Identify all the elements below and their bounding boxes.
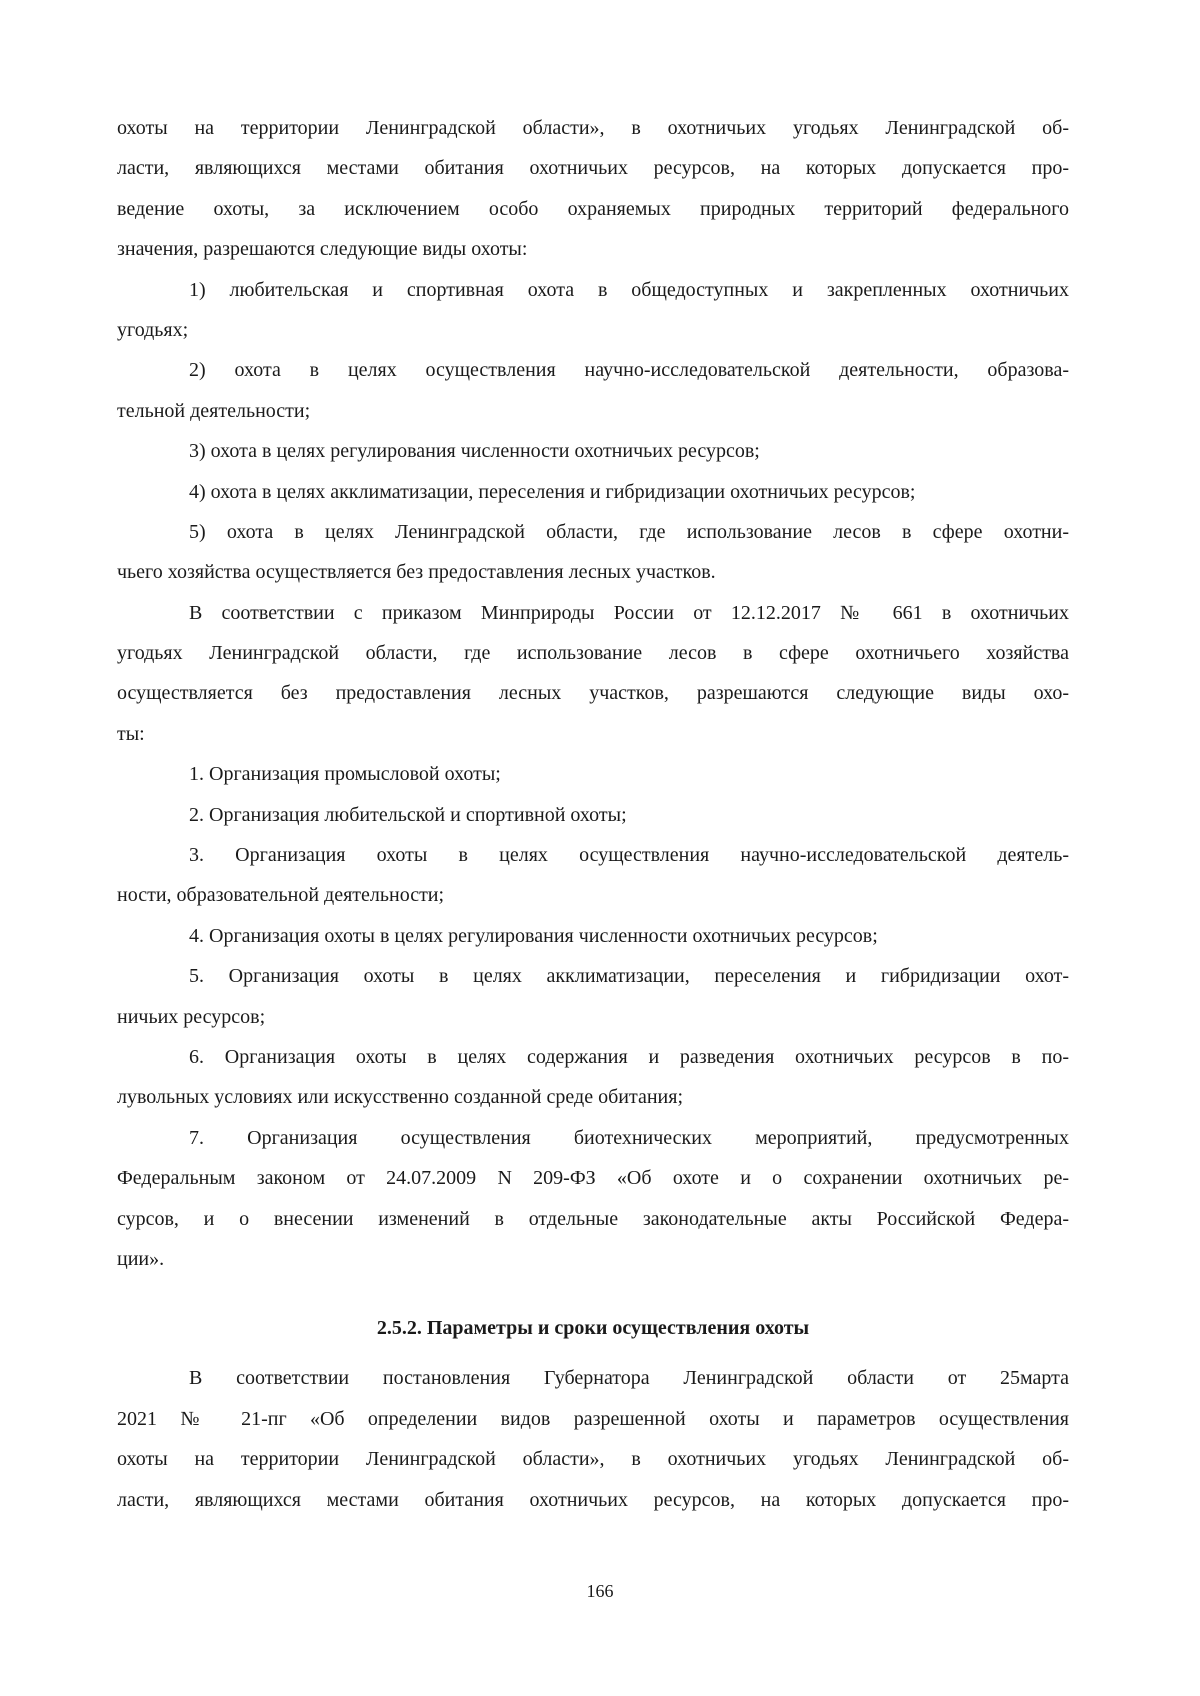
text-line: ласти, являющихся местами обитания охотничьих ресурсов, на которых допускается про- — [117, 157, 1069, 180]
text-line: охоты на территории Ленинградской области», в охотничьих угодьях Ленинградской об- — [117, 117, 1069, 139]
text-line: охоты на территории Ленинградской области», в охотничьих угодьях Ленинградской об- — [117, 1448, 1069, 1471]
text-line: ции». — [117, 1247, 165, 1270]
text-line: 2021 № 21-пг «Об определении видов разрешенной охоты и параметров осуществления — [117, 1407, 1069, 1430]
text-line: угодьях; — [117, 318, 189, 341]
text-line: 2) охота в целях осуществления научно-исследовательской деятельности, образова- — [189, 359, 1069, 382]
text-line: сурсов, и о внесении изменений в отдельные законодательные акты Российской Федера- — [117, 1207, 1069, 1230]
text-line: ведение охоты, за исключением особо охраняемых природных территорий федерального — [117, 197, 1069, 220]
text-line: тельной деятельности; — [117, 399, 311, 422]
text-line: 2. Организация любительской и спортивной охоты; — [189, 803, 627, 826]
text-line: 1) любительская и спортивная охота в общедоступных и закрепленных охотничьих — [189, 278, 1069, 301]
section-heading: 2.5.2. Параметры и сроки осуществления охоты — [376, 1317, 810, 1340]
text-line: ласти, являющихся местами обитания охотничьих ресурсов, на которых допускается про- — [117, 1488, 1069, 1511]
text-line: ничьих ресурсов; — [117, 1005, 266, 1028]
text-line: 3. Организация охоты в целях осуществления научно-исследовательской деятель- — [189, 844, 1069, 867]
text-line: 4. Организация охоты в целях регулирования численности охотничьих ресурсов; — [189, 924, 878, 947]
text-line: лувольных условиях или искусственно созданной среде обитания; — [117, 1086, 683, 1109]
text-line: значения, разрешаются следующие виды охоты: — [117, 238, 528, 261]
text-line: 5) охота в целях Ленинградской области, где использование лесов в сфере охотни- — [189, 520, 1069, 543]
text-line: В соответствии постановления Губернатора Ленинградской области от 25марта — [189, 1367, 1069, 1390]
text-line: В соответствии с приказом Минприроды России от 12.12.2017 № 661 в охотничьих — [189, 601, 1069, 624]
page-number: 166 — [586, 1581, 614, 1601]
text-line: осуществляется без предоставления лесных участков, разрешаются следующие виды охо- — [117, 682, 1069, 705]
document-body-text — [117, 108, 1069, 1279]
text-line: угодьях Ленинградской области, где использование лесов в сфере охотничьего хозяйства — [117, 642, 1069, 665]
document-page — [117, 108, 1069, 1520]
text-line: ты: — [117, 722, 145, 745]
text-line: 5. Организация охоты в целях акклиматизации, переселения и гибридизации охот- — [189, 965, 1069, 988]
text-line: Федеральным законом от 24.07.2009 N 209-ФЗ «Об охоте и о сохранении охотничьих ре- — [117, 1167, 1069, 1190]
text-line: чьего хозяйства осуществляется без предоставления лесных участков. — [117, 561, 716, 584]
text-line: ности, образовательной деятельности; — [117, 884, 445, 907]
text-line: 3) охота в целях регулирования численности охотничьих ресурсов; — [189, 440, 760, 463]
text-line: 7. Организация осуществления биотехнических мероприятий, предусмотренных — [189, 1126, 1069, 1149]
text-line: 4) охота в целях акклиматизации, переселения и гибридизации охотничьих ресурсов; — [189, 480, 916, 503]
text-line: 6. Организация охоты в целях содержания и разведения охотничьих ресурсов в по- — [189, 1045, 1069, 1068]
text-line: 1. Организация промысловой охоты; — [189, 763, 501, 786]
section-body-text — [117, 1358, 1069, 1520]
